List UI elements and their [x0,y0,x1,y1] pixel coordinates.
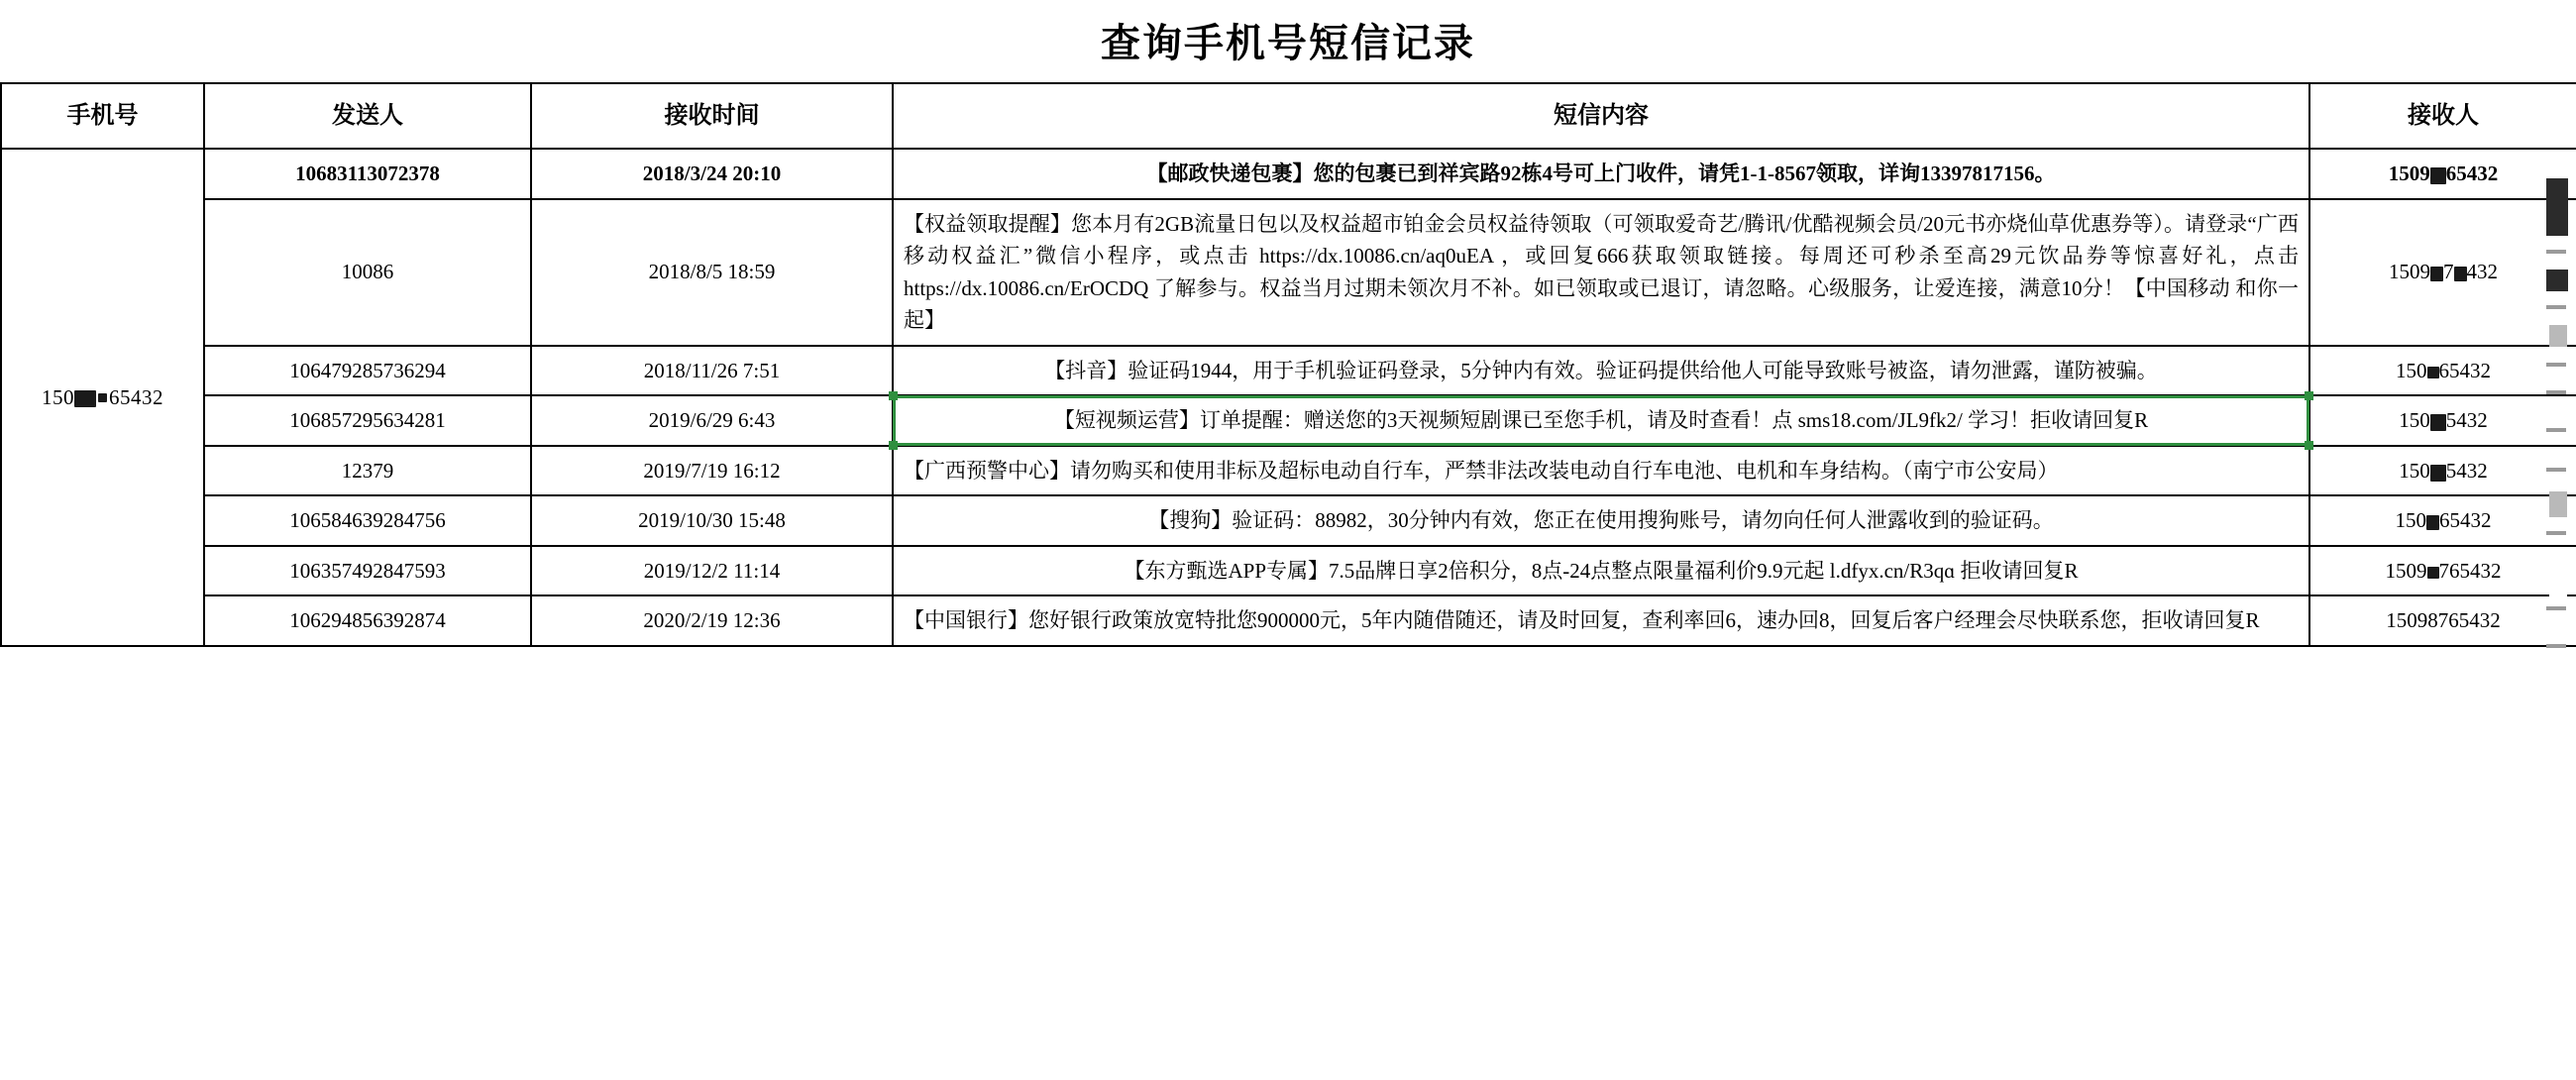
receiver-prefix: 150 [2399,408,2430,433]
table-row[interactable] [1,446,2576,496]
receiver-cell [2309,149,2576,199]
receiver-cell [2309,595,2576,646]
redaction-block [2426,515,2439,530]
page-title: 查询手机号短信记录 [1101,22,1475,65]
receiver-prefix: 1509 [2388,162,2430,185]
receiver-prefix: 150 [2399,458,2430,483]
table-row[interactable] [1,149,2576,199]
table-row[interactable] [1,199,2576,346]
sender-cell: 106479285736294 [204,346,531,396]
table-row[interactable] [1,546,2576,596]
content-cell: 【中国银行】您好银行政策放宽特批您900000元，5年内随借随还，请及时回复，查利率回6，速办回8，回复后客户经理会尽快联系您，拒收请回复R [893,595,2309,646]
receiver-suffix: 432 [2466,260,2498,284]
content-cell: 【权益领取提醒】您本月有2GB流量日包以及权益超市铂金会员权益待领取（可领取爱奇艺/腾讯/优酷视频会员/20元书亦烧仙草优惠券等）。请登录“广西移动权益汇”微信小程序，或点击 https://dx.10086.cn/aq0uEA ，或回复666获取领取链接。每周还可秒杀至高29元饮品券等惊喜好礼，点击 https://dx.10086.cn/ErOCDQ 了解参与。权益当月过期未领次月不补。如已领取或已退订，请忽略。心级服务，让爱连接，满意10分！【中国移动 和你一起】 [893,199,2309,346]
sender-cell: 106857295634281 [204,395,531,446]
sender-cell: 106294856392874 [204,595,531,646]
column-header-phone: 手机号 [1,83,204,149]
sender-cell: 106584639284756 [204,495,531,546]
content-cell: 【搜狗】验证码：88982，30分钟内有效，您正在使用搜狗账号，请勿向任何人泄露收到的验证码。 [893,495,2309,546]
receiver-suffix: 65432 [2445,162,2499,185]
column-header-time: 接收时间 [531,83,893,149]
receiver-prefix: 150 [2396,358,2427,382]
receiver-prefix: 15098765432 [2386,608,2501,633]
time-cell: 2019/6/29 6:43 [531,395,893,446]
redaction-block [98,393,107,402]
selection-handle[interactable] [889,441,898,450]
table-header-row [1,83,2576,149]
receiver-suffix: 5432 [2445,458,2488,483]
receiver-cell [2309,199,2576,346]
sender-cell: 12379 [204,446,531,496]
redaction-block [2430,465,2446,482]
table-row[interactable] [1,495,2576,546]
content-cell: 【广西预警中心】请勿购买和使用非标及超标电动自行车，严禁非法改装电动自行车电池、电机和车身结构。（南宁市公安局） [893,446,2309,496]
receiver-cell [2309,446,2576,496]
receiver-cell [2309,495,2576,546]
column-header-sender: 发送人 [204,83,531,149]
sender-cell: 106357492847593 [204,546,531,596]
sender-cell: 10086 [204,199,531,346]
time-cell: 2019/12/2 11:14 [531,546,893,596]
receiver-suffix: 65432 [2439,508,2492,533]
redaction-block [2427,567,2439,579]
content-cell: 【邮政快递包裹】您的包裹已到祥宾路92栋4号可上门收件，请凭1-1-8567领取，详询13397817156。 [893,149,2309,199]
content-cell-selected[interactable]: 【短视频运营】订单提醒：赠送您的3天视频短剧课已至您手机，请及时查看！点 sms18.com/JL9fk2/ 学习！拒收请回复R [893,395,2309,446]
time-cell: 2018/3/24 20:10 [531,149,893,199]
column-header-receiver: 接收人 [2309,83,2576,149]
redaction-block [2427,367,2439,378]
sender-cell: 10683113072378 [204,149,531,199]
table-row[interactable] [1,595,2576,646]
receiver-suffix: 5432 [2445,408,2488,433]
time-cell: 2019/10/30 15:48 [531,495,893,546]
receiver-prefix: 150 [2395,508,2426,533]
phone-prefix: 150 [42,384,74,409]
content-cell: 【抖音】验证码1944，用于手机验证码登录，5分钟内有效。验证码提供给他人可能导致账号被盗，请勿泄露，谨防被骗。 [893,346,2309,396]
selection-handle[interactable] [889,391,898,400]
table-row[interactable] [1,395,2576,446]
receiver-mid: 7 [2443,260,2454,284]
receiver-cell [2309,546,2576,596]
receiver-prefix: 1509 [2385,558,2427,583]
receiver-cell [2309,395,2576,446]
receiver-suffix: 765432 [2438,558,2502,583]
receiver-cell [2309,346,2576,396]
redaction-block [2454,267,2467,281]
phone-number-cell [1,149,204,646]
time-cell: 2018/11/26 7:51 [531,346,893,396]
receiver-prefix: 1509 [2389,260,2430,284]
content-cell: 【东方甄选APP专属】7.5品牌日享2倍积分，8点-24点整点限量福利价9.9元起 l.dfyx.cn/R3qɑ 拒收请回复R [893,546,2309,596]
phone-suffix: 65432 [109,384,163,409]
table-row[interactable] [1,346,2576,396]
receiver-suffix: 65432 [2438,358,2491,382]
redaction-block [2430,167,2446,184]
time-cell: 2020/2/19 12:36 [531,595,893,646]
time-cell: 2018/8/5 18:59 [531,199,893,346]
sms-records-table [0,82,2576,647]
redaction-block [2430,414,2446,431]
time-cell: 2019/7/19 16:12 [531,446,893,496]
redaction-block [2430,267,2443,281]
column-header-content: 短信内容 [893,83,2309,149]
redaction-block [74,390,96,407]
